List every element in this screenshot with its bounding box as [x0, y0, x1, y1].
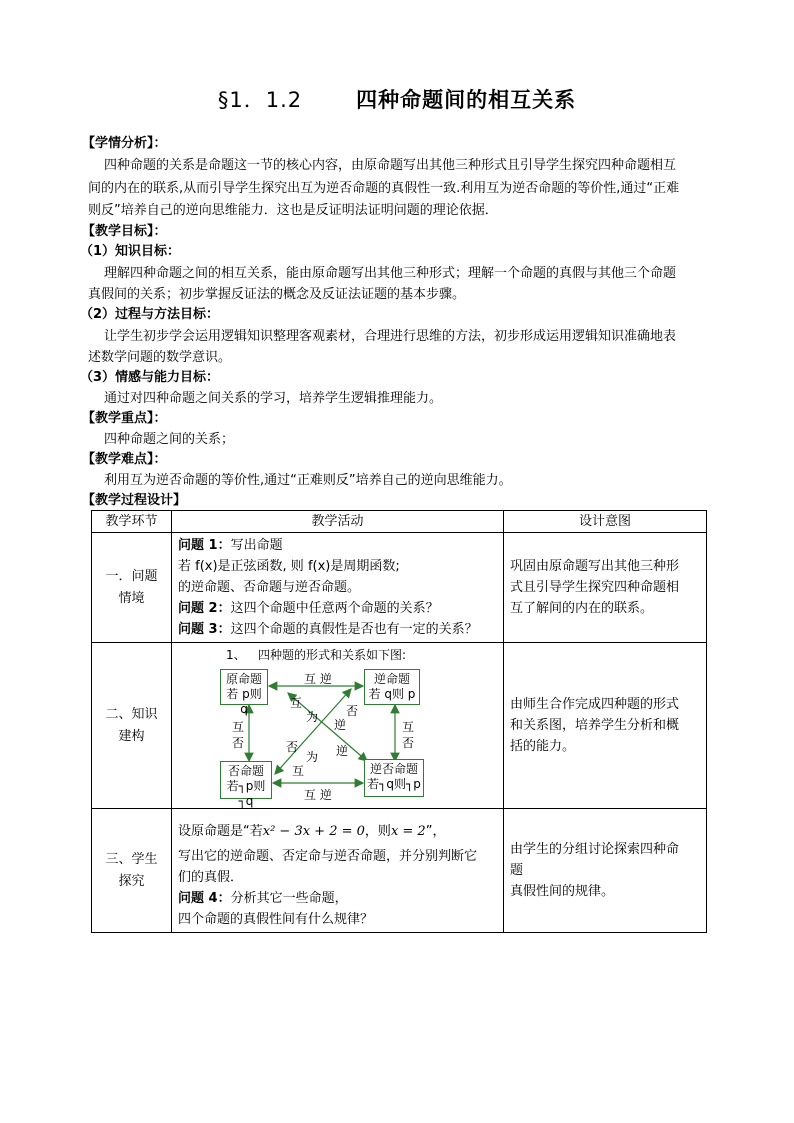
activity-line: 四个命题的真假性间有什么规律？ — [178, 912, 374, 927]
intent-line: 由学生的分组讨论探索四种命 — [510, 842, 680, 857]
knowledge-line-1: 理解四种命题之间的相互关系，能由原命题写出其他三种形式；理解一个命题的真假与其他三个命题 — [104, 266, 677, 281]
activity-line: 们的真假． — [178, 870, 244, 885]
analysis-line-1: 四种命题的关系是命题这一节的核心内容，由原命题写出其他三种形式且引导学生探究四种命题相互 — [104, 158, 677, 173]
table-row — [92, 809, 707, 933]
header-activity: 教学活动 — [172, 511, 504, 533]
box-title: 逆命题 — [373, 672, 410, 686]
diag-label: 否 — [346, 704, 359, 718]
activity-text: ，则 — [364, 824, 391, 839]
label-right: 互 否 — [402, 720, 415, 750]
activity-line: 的逆命题、否命题与逆否命题。 — [178, 580, 361, 595]
intent-line: 巩固由原命题写出其他三种形 — [510, 559, 680, 574]
diag-label: 互 — [290, 696, 303, 710]
table-row — [92, 533, 707, 643]
activity-line: 写出它的逆命题、否定命与逆否命题，并分别判断它 — [178, 849, 478, 864]
intent-line: 由师生合作完成四种题的形式 — [510, 697, 680, 712]
question-label: 问题 2： — [178, 601, 231, 616]
goals-heading: 【教学目标】： — [82, 224, 167, 239]
difficulty-line: 利用互为逆否命题的等价性,通过“正难则反”培养自己的逆向思维能力。 — [104, 473, 512, 488]
stage-line: 三、学生 — [105, 851, 158, 867]
stage-line: 建构 — [118, 728, 145, 744]
activity-cell — [172, 809, 504, 933]
box-contrapositive — [364, 759, 424, 797]
intent-line: 真假性间的规律。 — [510, 884, 615, 899]
difficulty-heading: 【教学难点】： — [82, 452, 167, 467]
intent-line: 互了解间的内在的联系。 — [510, 601, 654, 616]
intent-line: 和关系图，培养学生分析和概 — [510, 718, 680, 733]
question-label: 问题 4： — [178, 891, 231, 906]
intent-line: 括的能力。 — [510, 739, 576, 754]
label-bottom: 互 逆 — [304, 788, 332, 802]
activity-line: 若 f(x)是正弦函数, 则 f(x)是周期函数; — [178, 559, 400, 574]
question-text: 这四个命题的真假性是否也有一定的关系？ — [230, 622, 478, 637]
diag-label: 否 — [286, 740, 299, 754]
intent-cell — [504, 643, 707, 809]
analysis-heading: 【学情分析】： — [82, 136, 167, 151]
diag-label: 互 — [292, 764, 305, 778]
diagram-caption: 四种题的形式和关系如下图: — [258, 648, 407, 662]
box-inverse — [220, 761, 272, 808]
title-text: 四种命题间的相互关系 — [356, 88, 577, 112]
intent-line: 题 — [510, 863, 524, 878]
analysis-line-3: 则反”培养自己的逆向思维能力．这也是反证明法证明问题的理论依据． — [88, 203, 498, 218]
process-heading: （2）过程与方法目标： — [80, 307, 220, 322]
page-title — [0, 84, 794, 114]
diag-label: 为 — [306, 710, 319, 724]
diag-label: 逆 — [336, 744, 349, 758]
stage-line: 探究 — [118, 873, 145, 889]
label-left: 互 否 — [232, 720, 245, 750]
diag-label: 为 — [306, 750, 319, 764]
header-intent: 设计意图 — [504, 511, 707, 533]
process-line-1: 让学生初步学会运用逻辑知识整理客观素材，合理进行思维的方法，初步形成运用逻辑知识准确地表 — [104, 329, 677, 344]
process-table — [91, 510, 707, 933]
key-line: 四种命题之间的关系； — [104, 432, 235, 447]
box-title: 原命题 — [225, 672, 262, 686]
stage-line: 一．问题 — [105, 568, 158, 584]
box-form: 若┐p则┐q — [226, 779, 266, 808]
intent-cell — [504, 533, 707, 643]
equation: x² − 3x + 2 = 0 — [262, 824, 365, 839]
design-heading: 【教学过程设计】 — [82, 493, 187, 508]
key-heading: 【教学重点】： — [82, 411, 167, 426]
stage-cell — [92, 533, 172, 643]
emotion-heading: （3）情感与能力目标： — [80, 370, 220, 385]
stage-cell — [92, 643, 172, 809]
question-text: 写出命题 — [230, 538, 283, 553]
header-stage: 教学环节 — [92, 511, 172, 533]
analysis-line-2: 间的内在的联系,从而引导学生探究出互为逆否命题的真假性一致.利用互为逆否命题的等价性,通过“正难 — [88, 181, 680, 196]
question-label: 问题 3： — [178, 622, 231, 637]
box-title: 否命题 — [227, 764, 264, 778]
box-original — [220, 669, 268, 716]
box-form: 若 p则 q — [226, 687, 262, 716]
box-form: 若 q则 p — [368, 687, 416, 701]
stage-line: 二、知识 — [105, 706, 158, 722]
table-header-row — [92, 511, 707, 533]
activity-cell — [172, 643, 504, 809]
stage-cell — [92, 809, 172, 933]
label-top: 互 逆 — [304, 672, 332, 686]
knowledge-heading: （1）知识目标： — [80, 244, 181, 259]
question-text: 分析其它一些命题， — [230, 891, 348, 906]
activity-text: 设原命题是“若 — [178, 824, 263, 839]
equation: x = 2 — [390, 824, 426, 839]
box-form: 若┐q则┐p — [367, 777, 421, 791]
caption-number: 1、 — [226, 648, 246, 662]
question-text: 这四个命题中任意两个命题的关系？ — [230, 601, 439, 616]
proposition-diagram — [176, 643, 494, 808]
process-line-2: 述数学问题的数学意识。 — [88, 350, 232, 365]
diag-label: 逆 — [334, 718, 347, 732]
table-row — [92, 643, 707, 809]
box-title: 逆否命题 — [369, 762, 418, 776]
emotion-line: 通过对四种命题之间关系的学习，培养学生逻辑推理能力。 — [104, 391, 443, 406]
knowledge-line-2: 真假间的关系；初步掌握反证法的概念及反证法证题的基本步骤。 — [88, 287, 466, 302]
box-converse — [364, 669, 420, 705]
question-label: 问题 1： — [178, 538, 231, 553]
activity-cell — [172, 533, 504, 643]
title-number: §1．1.2 — [217, 88, 303, 112]
activity-text: ”， — [425, 824, 446, 839]
intent-cell — [504, 809, 707, 933]
stage-line: 情境 — [118, 590, 145, 606]
intent-line: 式且引导学生探究四种命题相 — [510, 580, 680, 595]
